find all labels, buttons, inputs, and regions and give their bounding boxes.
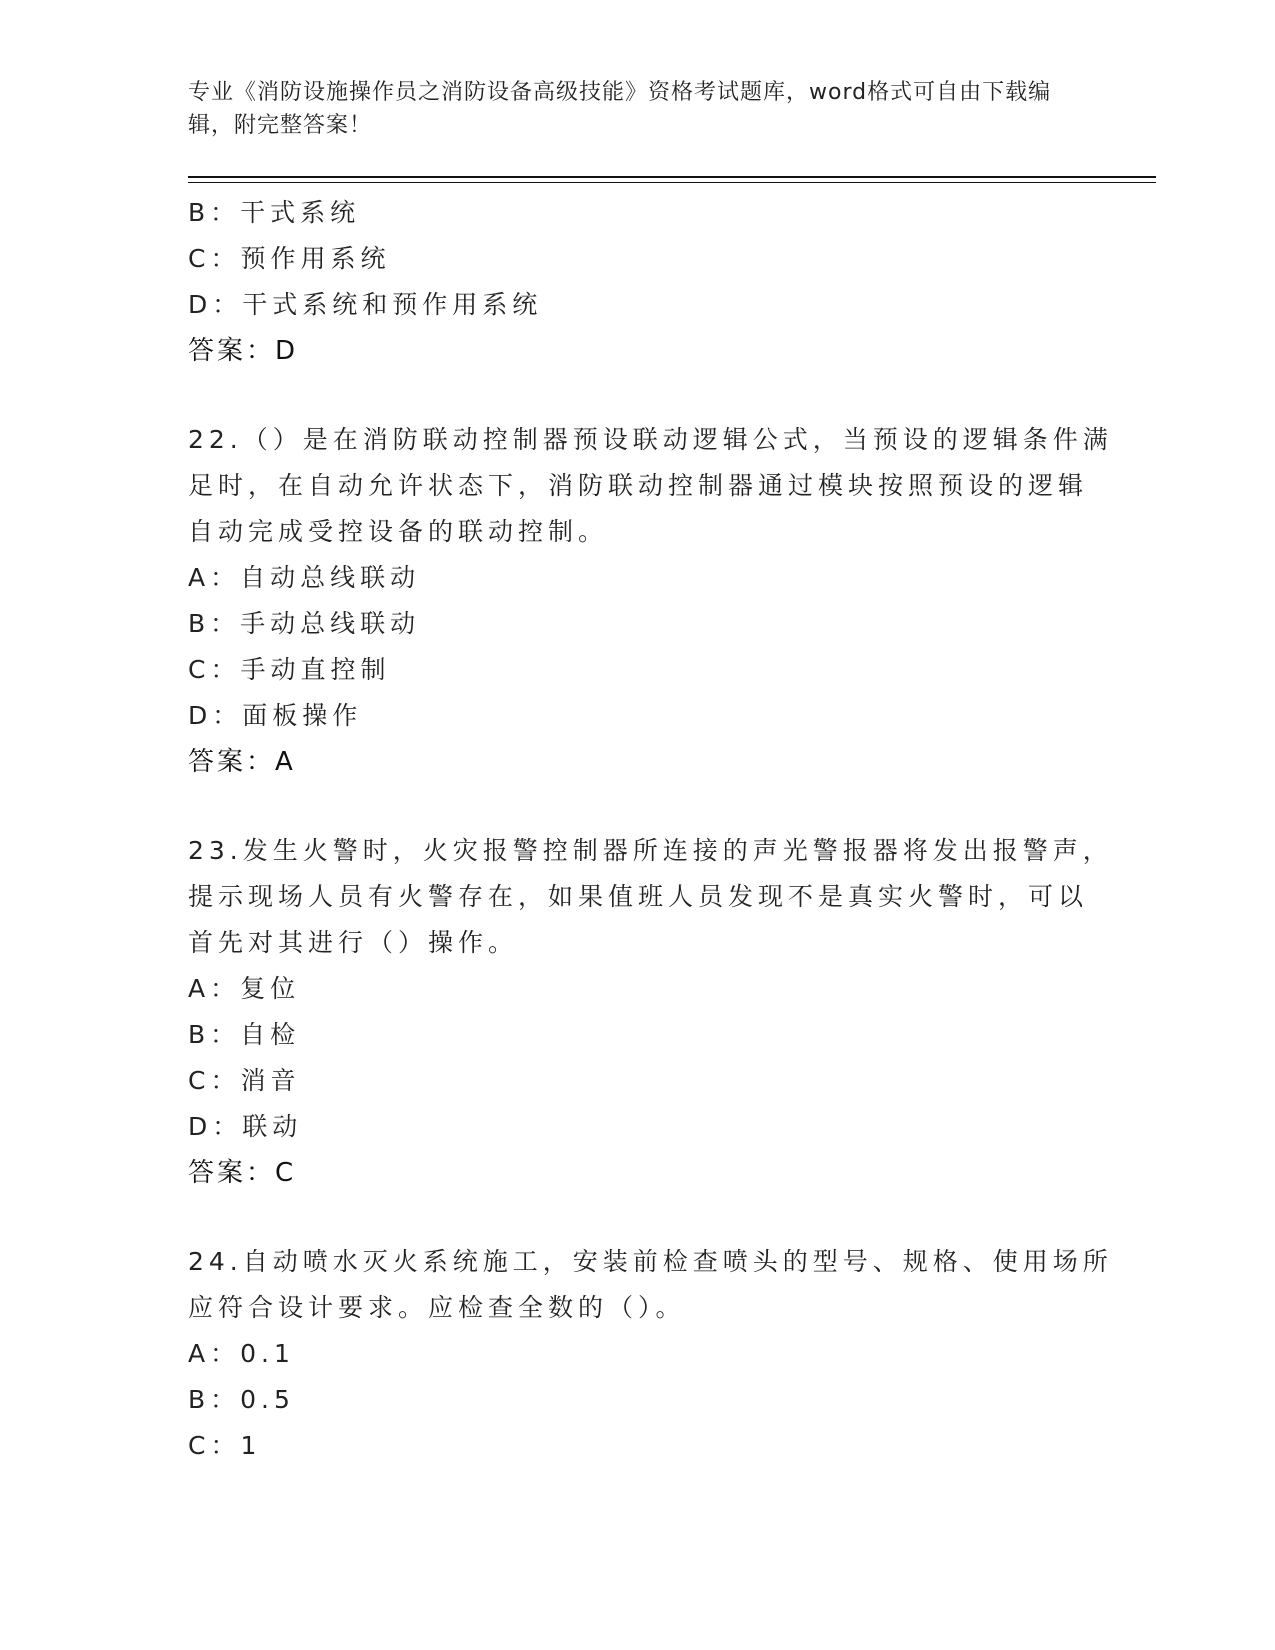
question-21-continued [188,190,1088,374]
option-d: D：联动 [188,1112,303,1141]
option-b: B：手动总线联动 [188,609,421,638]
question-stem-line: 23.发生火警时，火灾报警控制器所连接的声光警报器将发出报警声， [188,836,1113,865]
answer: 答案：C [188,1158,297,1188]
question-stem-line: 应符合设计要求。应检查全数的（）。 [188,1293,686,1322]
option-c: C：预作用系统 [188,244,391,273]
spacer [188,374,1088,417]
header-divider-thin [188,182,1156,183]
option-b: B：干式系统 [188,198,361,227]
question-stem-line: 提示现场人员有火警存在，如果值班人员发现不是真实火警时，可以 [188,882,1089,911]
option-d: D：干式系统和预作用系统 [188,290,543,319]
option-c: C：1 [188,1431,262,1460]
spacer [188,785,1088,828]
option-c: C：手动直控制 [188,655,391,684]
question-list [188,190,1113,1469]
option-a: A：自动总线联动 [188,563,421,592]
question-23 [188,828,1113,1196]
question-stem-line: 自动完成受控设备的联动控制。 [188,517,609,546]
question-stem-line: 24.自动喷水灭火系统施工，安装前检查喷头的型号、规格、使用场所 [188,1247,1113,1276]
question-stem-line: 首先对其进行（）操作。 [188,928,519,957]
header-divider-thick [188,176,1156,178]
option-c: C：消音 [188,1066,301,1095]
question-stem-line: 足时，在自动允许状态下，消防联动控制器通过模块按照预设的逻辑 [188,471,1089,500]
option-d: D：面板操作 [188,701,363,730]
answer: 答案：A [188,747,296,777]
question-stem-line: 22.（）是在消防联动控制器预设联动逻辑公式，当预设的逻辑条件满 [188,425,1113,454]
option-a: A：复位 [188,974,301,1003]
spacer [188,1196,1088,1239]
document-header [188,76,1068,142]
header-text: 专业《消防设施操作员之消防设备高级技能》资格考试题库，word格式可自由下载编辑，附完整答案！ [188,80,1052,138]
option-b: B：0.5 [188,1385,295,1414]
question-22 [188,417,1113,785]
option-b: B：自检 [188,1020,301,1049]
option-a: A：0.1 [188,1339,295,1368]
question-24 [188,1239,1113,1469]
answer: 答案：D [188,336,299,366]
